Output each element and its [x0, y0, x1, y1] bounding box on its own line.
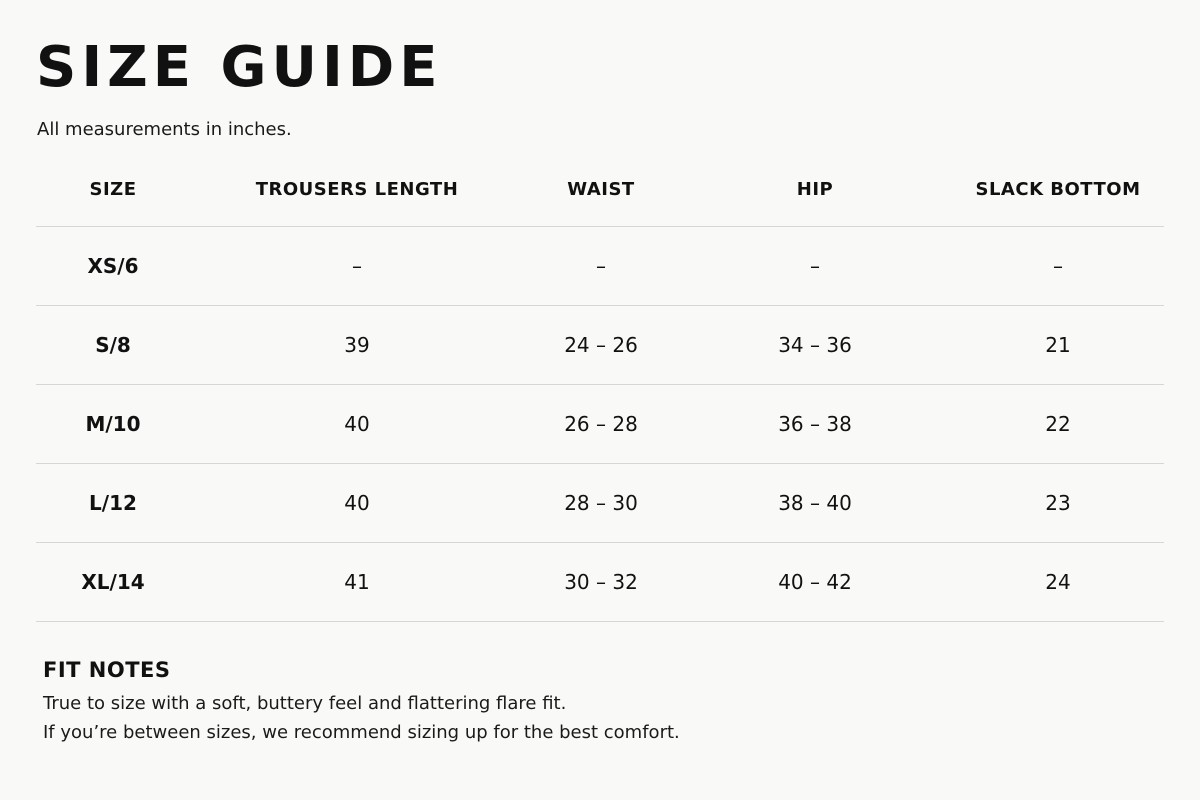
fit-notes-line: True to size with a soft, buttery feel and flattering flare fit.	[43, 693, 567, 714]
waist-cell: 30 – 32	[524, 543, 678, 622]
trousers-length-cell: 40	[190, 385, 524, 464]
slack-bottom-cell: –	[952, 227, 1164, 306]
slack-bottom-cell: 21	[952, 306, 1164, 385]
table-row	[36, 385, 1164, 464]
page-subtitle: All measurements in inches.	[37, 119, 292, 140]
table-row	[36, 543, 1164, 622]
hip-cell: 36 – 38	[678, 385, 952, 464]
trousers-length-cell: 40	[190, 464, 524, 543]
table-row	[36, 227, 1164, 306]
waist-cell: –	[524, 227, 678, 306]
trousers-length-cell: 39	[190, 306, 524, 385]
size-cell: S/8	[36, 306, 190, 385]
slack-bottom-cell: 22	[952, 385, 1164, 464]
table-row	[36, 464, 1164, 543]
header-size: SIZE	[36, 152, 190, 227]
fit-notes-heading: FIT NOTES	[43, 658, 171, 682]
hip-cell: 34 – 36	[678, 306, 952, 385]
hip-cell: –	[678, 227, 952, 306]
header-slack-bottom: SLACK BOTTOM	[952, 152, 1164, 227]
hip-cell: 38 – 40	[678, 464, 952, 543]
trousers-length-cell: –	[190, 227, 524, 306]
hip-cell: 40 – 42	[678, 543, 952, 622]
size-cell: XL/14	[36, 543, 190, 622]
size-cell: XS/6	[36, 227, 190, 306]
table-row	[36, 306, 1164, 385]
size-cell: L/12	[36, 464, 190, 543]
trousers-length-cell: 41	[190, 543, 524, 622]
table-header-row	[36, 152, 1164, 227]
slack-bottom-cell: 24	[952, 543, 1164, 622]
header-trousers-length: TROUSERS LENGTH	[190, 152, 524, 227]
fit-notes-line: If you’re between sizes, we recommend sizing up for the best comfort.	[43, 722, 680, 743]
header-waist: WAIST	[524, 152, 678, 227]
page-title: SIZE GUIDE	[36, 35, 443, 100]
slack-bottom-cell: 23	[952, 464, 1164, 543]
waist-cell: 24 – 26	[524, 306, 678, 385]
waist-cell: 26 – 28	[524, 385, 678, 464]
size-table	[36, 152, 1164, 622]
waist-cell: 28 – 30	[524, 464, 678, 543]
size-cell: M/10	[36, 385, 190, 464]
header-hip: HIP	[678, 152, 952, 227]
